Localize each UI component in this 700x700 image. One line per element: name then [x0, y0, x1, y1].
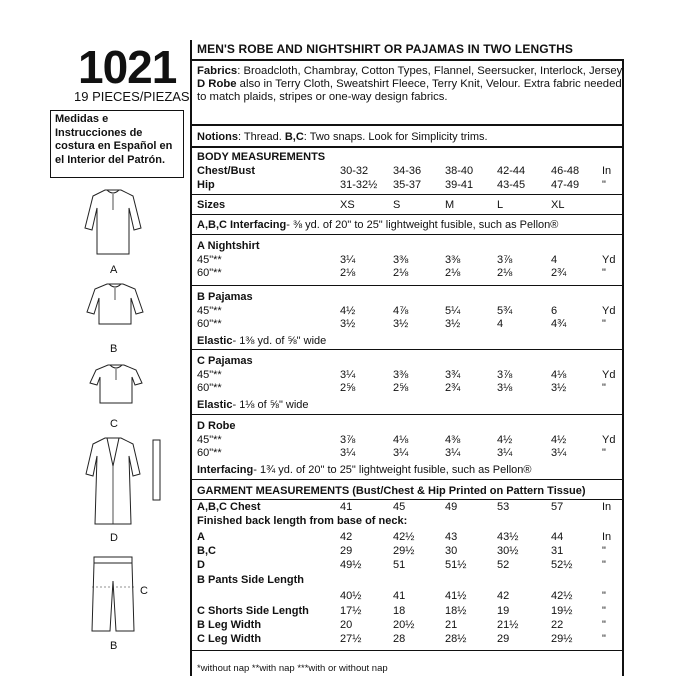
value-cell: 42	[340, 531, 353, 543]
value-cell: 4	[497, 318, 504, 330]
value-cell: 43½	[497, 531, 519, 543]
value-cell: 5¼	[445, 305, 461, 317]
view-extra-label: Elastic	[197, 399, 233, 411]
value-cell: XL	[551, 199, 565, 211]
value-cell: 31	[551, 545, 564, 557]
value-cell: 29½	[393, 545, 415, 557]
fabric-width-label: 45"**	[197, 305, 222, 317]
fabric-width-label: 60"**	[197, 318, 222, 330]
unit-cell: In	[602, 165, 612, 177]
interfacing-abc-text: - ⅜ yd. of 20" to 25" lightweight fusible, such as Pellon®	[286, 219, 559, 231]
value-cell: 20	[340, 619, 353, 631]
view-d-label: D	[110, 532, 118, 544]
value-cell: 18	[393, 605, 406, 617]
value-cell: 2⅛	[340, 267, 356, 279]
section-rule	[192, 414, 624, 415]
value-cell: 3⅞	[340, 434, 356, 446]
value-cell: 3½	[551, 382, 567, 394]
value-cell: 47-49	[551, 179, 580, 191]
value-cell: 2⅛	[497, 267, 513, 279]
unit-cell: "	[602, 179, 606, 191]
view-extra-text: - 1¾ yd. of 20" to 25" lightweight fusible, such as Pellon®	[253, 464, 532, 476]
value-cell: 2⅛	[445, 267, 461, 279]
value-cell: 35-37	[393, 179, 422, 191]
value-cell: 30½	[497, 545, 519, 557]
unit-cell: "	[602, 619, 606, 631]
view-b-label: B	[110, 343, 118, 355]
value-cell: 2⅛	[393, 267, 409, 279]
value-cell: 3¾	[445, 369, 461, 381]
view-heading: D Robe	[197, 420, 236, 432]
unit-cell: In	[602, 531, 612, 543]
value-cell: 3½	[445, 318, 461, 330]
value-cell: 44	[551, 531, 564, 543]
value-cell: 3⅞	[497, 254, 513, 266]
value-cell: 42	[497, 590, 510, 602]
unit-cell: "	[602, 605, 606, 617]
value-cell: 4⅛	[393, 434, 409, 446]
view-c-label: C	[110, 418, 118, 430]
value-cell: 52½	[551, 559, 573, 571]
fabrics-list: : Broadcloth, Chambray, Cotton Types, Flannel, Seersucker, Interlock, Jersey.	[237, 65, 625, 77]
fabric-width-label: 45"**	[197, 434, 222, 446]
value-cell: 29	[340, 545, 353, 557]
notions-bc-text: : Two snaps. Look for Simplicity trims.	[303, 131, 488, 143]
section-rule	[192, 234, 624, 235]
view-c-pants-label: C	[140, 585, 148, 597]
view-extra	[197, 463, 531, 477]
value-cell: 5¾	[497, 305, 513, 317]
value-cell: 45	[393, 501, 406, 513]
view-d-robe-illustration	[80, 436, 170, 528]
value-cell: 21	[445, 619, 458, 631]
body-heading: BODY MEASUREMENTS	[197, 151, 326, 163]
value-cell: 17½	[340, 605, 362, 617]
unit-cell: "	[602, 447, 606, 459]
view-c-shirt-illustration	[88, 363, 144, 407]
value-cell: 49½	[340, 559, 362, 571]
value-cell: 57	[551, 501, 564, 513]
unit-cell: Yd	[602, 254, 616, 266]
spanish-note: Medidas e Instrucciones de costura en Español en el Interior del Patrón.	[50, 110, 184, 178]
value-cell: 19½	[551, 605, 573, 617]
fabric-width-label: 60"**	[197, 382, 222, 394]
value-cell: 22	[551, 619, 564, 631]
value-cell: 3¼	[445, 447, 461, 459]
value-cell: 51	[393, 559, 406, 571]
notions-thread: : Thread.	[237, 131, 285, 143]
title-rule	[192, 59, 624, 61]
value-cell: 4½	[340, 305, 356, 317]
view-heading: A Nightshirt	[197, 240, 260, 252]
section-rule	[192, 214, 624, 215]
garment-row-label: A,B,C Chest	[197, 501, 261, 513]
value-cell: 40½	[340, 590, 362, 602]
garment-heading: GARMENT MEASUREMENTS (Bust/Chest & Hip Printed on Pattern Tissue)	[197, 485, 586, 497]
view-extra-label: Elastic	[197, 335, 233, 347]
value-cell: 4⅜	[445, 434, 461, 446]
unit-cell: "	[602, 545, 606, 557]
value-cell: 4½	[551, 434, 567, 446]
value-cell: 4⅛	[551, 369, 567, 381]
garment-row-label: B Leg Width	[197, 619, 262, 631]
unit-cell: Yd	[602, 305, 616, 317]
unit-cell: Yd	[602, 434, 616, 446]
view-a-illustration	[83, 188, 143, 258]
view-b-shirt-illustration	[85, 282, 145, 328]
pattern-title: MEN'S ROBE AND NIGHTSHIRT OR PAJAMAS IN TWO LENGTHS	[197, 42, 573, 56]
value-cell: 43-45	[497, 179, 526, 191]
view-heading: C Pajamas	[197, 355, 253, 367]
value-cell: 18½	[445, 605, 467, 617]
value-cell: 21½	[497, 619, 519, 631]
value-cell: 3¼	[340, 369, 356, 381]
value-cell: 49	[445, 501, 458, 513]
value-cell: 46-48	[551, 165, 580, 177]
value-cell: 29½	[551, 633, 573, 645]
fabric-width-label: 60"**	[197, 267, 222, 279]
notions-rule	[192, 146, 624, 148]
view-b-pants-label: B	[110, 640, 118, 652]
view-extra	[197, 334, 326, 348]
fabric-width-label: 45"**	[197, 369, 222, 381]
unit-cell: "	[602, 318, 606, 330]
fabrics-d-label: D Robe	[197, 77, 237, 90]
fabrics-label: Fabrics	[197, 65, 238, 77]
value-cell: 3⅜	[393, 369, 409, 381]
value-cell: 27½	[340, 633, 362, 645]
value-cell: 41	[393, 590, 406, 602]
value-cell: 3⅛	[497, 382, 513, 394]
view-extra-text: - 1⅛ of ⅝" wide	[232, 399, 309, 411]
value-cell: XS	[340, 199, 355, 211]
value-cell: 38-40	[445, 165, 474, 177]
value-cell: 3⅞	[497, 369, 513, 381]
garment-row-label: B Pants Side Length	[197, 574, 304, 586]
section-rule	[192, 194, 624, 195]
divider-vertical	[190, 40, 192, 676]
value-cell: 2¾	[445, 382, 461, 394]
value-cell: 31-32½	[340, 179, 378, 191]
value-cell: 3¼	[393, 447, 409, 459]
notions-bc-label: B,C	[284, 131, 304, 143]
view-extra	[197, 398, 309, 412]
value-cell: 52	[497, 559, 510, 571]
value-cell: 3½	[340, 318, 356, 330]
value-cell: 42½	[393, 531, 415, 543]
value-cell: 3¼	[340, 447, 356, 459]
value-cell: 3¼	[551, 447, 567, 459]
value-cell: 29	[497, 633, 510, 645]
interfacing-abc	[197, 218, 558, 232]
unit-cell: "	[602, 633, 606, 645]
value-cell: 3⅜	[445, 254, 461, 266]
notions-label: Notions	[197, 131, 238, 143]
section-rule	[192, 650, 624, 651]
value-cell: 2⅝	[340, 382, 356, 394]
unit-cell: In	[602, 501, 612, 513]
value-cell: 51½	[445, 559, 467, 571]
value-cell: 3¼	[497, 447, 513, 459]
value-cell: 30	[445, 545, 458, 557]
value-cell: 19	[497, 605, 510, 617]
value-cell: 43	[445, 531, 458, 543]
value-cell: 28	[393, 633, 406, 645]
view-extra-text: - 1⅜ yd. of ⅝" wide	[232, 335, 327, 347]
fabrics-text	[197, 65, 627, 103]
hip-label: Hip	[197, 179, 215, 191]
value-cell: 41½	[445, 590, 467, 602]
footnote: *without nap **with nap ***with or without nap	[197, 663, 388, 674]
value-cell: 20½	[393, 619, 415, 631]
section-rule	[192, 285, 624, 286]
value-cell: 53	[497, 501, 510, 513]
view-extra-label: Interfacing	[197, 464, 254, 476]
garment-row-label: C Leg Width	[197, 633, 262, 645]
interfacing-abc-label: A,B,C Interfacing	[197, 219, 287, 231]
value-cell: M	[445, 199, 455, 211]
unit-cell: "	[602, 382, 606, 394]
value-cell: 30-32	[340, 165, 369, 177]
value-cell: 3¼	[340, 254, 356, 266]
chest-label: Chest/Bust	[197, 165, 256, 177]
notions-text	[197, 130, 488, 144]
value-cell: 41	[340, 501, 353, 513]
fabrics-rule	[192, 124, 624, 126]
fabric-width-label: 45"**	[197, 254, 222, 266]
value-cell: S	[393, 199, 401, 211]
pattern-number: 1021	[78, 41, 177, 93]
fabrics-d-list: also in Terry Cloth, Sweatshirt Fleece, Terry Knit, Velour. Extra fabric needed to match plaids, stripes or one-way design fabrics.	[197, 77, 622, 103]
value-cell: 4⅞	[393, 305, 409, 317]
view-a-label: A	[110, 264, 118, 276]
sizes-label: Sizes	[197, 199, 226, 211]
fabric-width-label: 60"**	[197, 447, 222, 459]
value-cell: 42½	[551, 590, 573, 602]
garment-row-label: Finished back length from base of neck:	[197, 515, 408, 527]
unit-cell: "	[602, 590, 606, 602]
pieces-count: 19 PIECES/PIEZAS	[74, 89, 190, 104]
unit-cell: "	[602, 559, 606, 571]
value-cell: L	[497, 199, 504, 211]
view-heading: B Pajamas	[197, 291, 253, 303]
garment-row-label: B,C	[197, 545, 216, 557]
section-rule	[192, 349, 624, 350]
value-cell: 6	[551, 305, 558, 317]
garment-row-label: A	[197, 531, 205, 543]
value-cell: 42-44	[497, 165, 526, 177]
view-bc-pants-illustration	[86, 555, 142, 635]
value-cell: 4½	[497, 434, 513, 446]
value-cell: 34-36	[393, 165, 422, 177]
value-cell: 4¾	[551, 318, 567, 330]
value-cell: 4	[551, 254, 558, 266]
value-cell: 3½	[393, 318, 409, 330]
value-cell: 3⅜	[393, 254, 409, 266]
unit-cell: "	[602, 267, 606, 279]
garment-row-label: C Shorts Side Length	[197, 605, 309, 617]
unit-cell: Yd	[602, 369, 616, 381]
section-rule	[192, 479, 624, 480]
divider-right	[622, 60, 624, 676]
value-cell: 2⅝	[393, 382, 409, 394]
garment-row-label: D	[197, 559, 205, 571]
value-cell: 28½	[445, 633, 467, 645]
value-cell: 2¾	[551, 267, 567, 279]
value-cell: 39-41	[445, 179, 474, 191]
